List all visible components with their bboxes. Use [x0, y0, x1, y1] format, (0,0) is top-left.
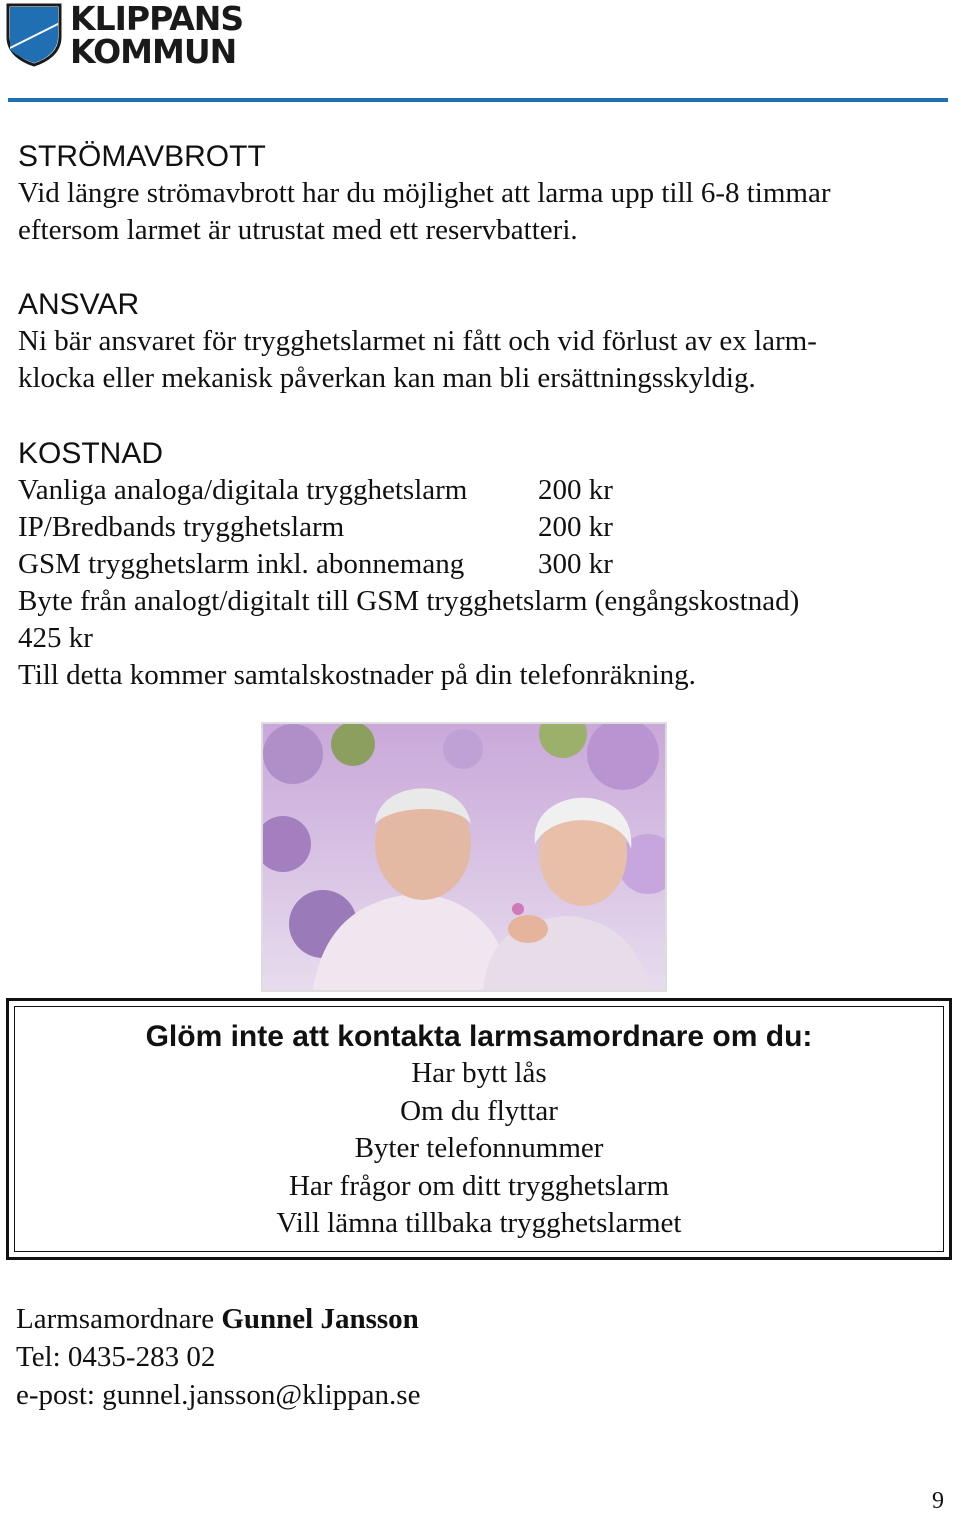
- price-row: [18, 546, 938, 583]
- section-heading: STRÖMAVBROTT: [18, 140, 266, 173]
- paragraph-line: Ni bär ansvaret för trygghetslarmet ni fått och vid förlust av ex larm-: [18, 325, 817, 357]
- contact-name: Gunnel Jansson: [221, 1303, 419, 1335]
- price-value: 300 kr: [538, 548, 613, 580]
- contact-block: [16, 1300, 420, 1414]
- paragraph-line: Vid längre strömavbrott har du möjlighet att larma upp till 6-8 timmar: [18, 177, 831, 209]
- elderly-couple-photo: [261, 722, 667, 992]
- price-row: [18, 472, 938, 509]
- contact-email[interactable]: e-post: gunnel.jansson@klippan.se: [16, 1379, 421, 1411]
- section-stromavbrott: [18, 139, 938, 249]
- contact-person: [16, 1300, 420, 1338]
- cost-footnote: Till detta kommer samtalskostnader på din telefonräkning.: [18, 659, 696, 691]
- reminder-item: Om du flyttar: [400, 1094, 558, 1127]
- price-item: IP/Bredbands trygghetslarm: [18, 511, 345, 543]
- paragraph-line: eftersom larmet är utrustat med ett reservbatteri.: [18, 214, 578, 246]
- page-number: 9: [932, 1488, 944, 1514]
- reminder-item: Vill lämna tillbaka trygghetslarmet: [276, 1207, 682, 1239]
- reminder-box: [6, 998, 952, 1260]
- contact-role: Larmsamordnare: [16, 1303, 215, 1335]
- price-value: 200 kr: [538, 474, 613, 506]
- photo-illustration: [263, 724, 665, 990]
- municipality-logo-text: [70, 0, 244, 71]
- section-heading: KOSTNAD: [18, 437, 164, 470]
- byte-line: Byte från analogt/digitalt till GSM trygghetslarm (engångskostnad): [18, 585, 800, 617]
- byte-price: 425 kr: [18, 622, 93, 654]
- logo-line-2: KOMMUN: [70, 32, 237, 71]
- price-item: Vanliga analoga/digitala trygghetslarm: [18, 474, 468, 506]
- reminder-item: Har frågor om ditt trygghetslarm: [288, 1169, 670, 1202]
- page-header: [0, 0, 960, 105]
- price-value: 200 kr: [538, 511, 613, 543]
- reminder-item: Byter telefonnummer: [354, 1132, 604, 1164]
- reminder-item: Har bytt lås: [411, 1057, 547, 1089]
- paragraph-line: klocka eller mekanisk påverkan kan man bli ersättningsskyldig.: [18, 362, 756, 394]
- price-item: GSM trygghetslarm inkl. abonnemang: [18, 548, 465, 580]
- municipality-shield-logo: [6, 3, 62, 67]
- header-divider: [8, 98, 948, 102]
- reminder-title: Glöm inte att kontakta larmsamordnare om du:: [145, 1020, 813, 1053]
- section-heading: ANSVAR: [18, 288, 140, 321]
- price-row: [18, 509, 938, 546]
- logo-line-1: KLIPPANS: [70, 0, 244, 38]
- reminder-box-inner: [14, 1006, 944, 1252]
- section-ansvar: [18, 287, 938, 397]
- section-kostnad: [18, 436, 938, 694]
- contact-phone: Tel: 0435-283 02: [16, 1341, 216, 1373]
